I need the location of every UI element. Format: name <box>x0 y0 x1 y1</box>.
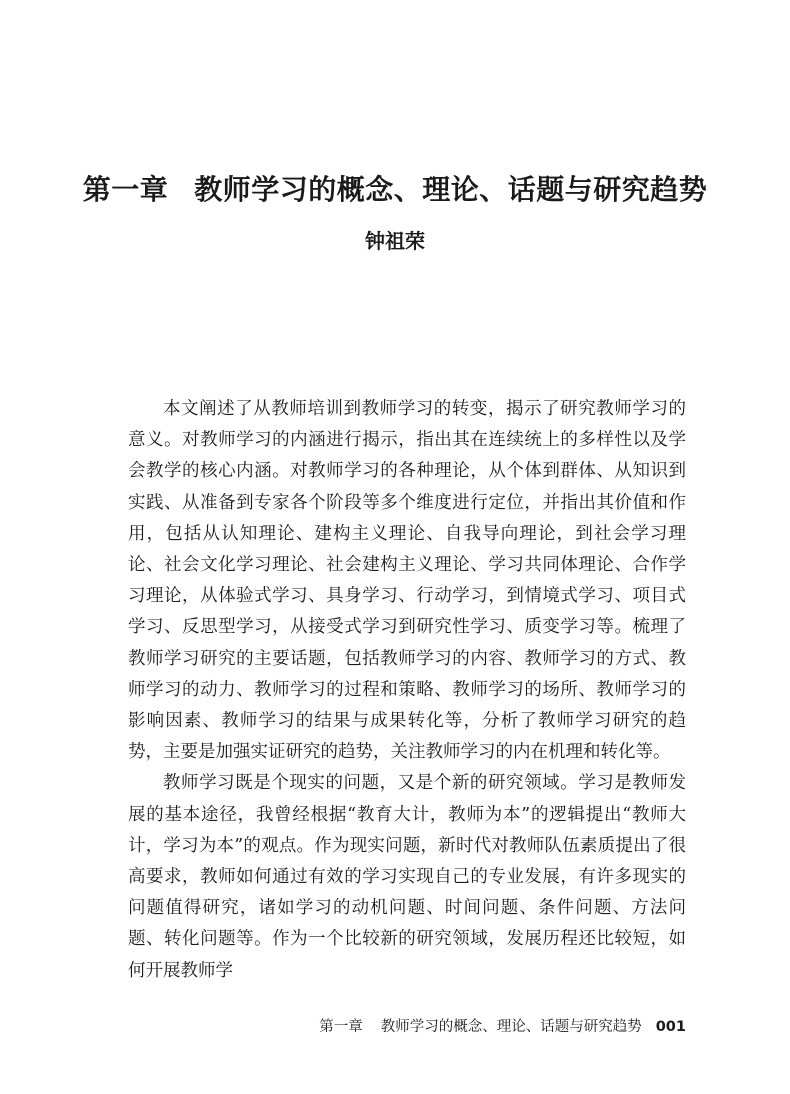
page-number: 001 <box>655 1019 686 1035</box>
body-text <box>128 394 686 987</box>
author-name: 钟祖荣 <box>365 229 425 253</box>
footer-chapter-label: 第一章 <box>319 1019 363 1035</box>
chapter-label: 第一章 <box>82 173 169 206</box>
running-footer <box>319 1016 686 1038</box>
chapter-title <box>0 166 790 214</box>
paragraph: 教师学习既是个现实的问题，又是个新的研究领域。学习是教师发展的基本途径，我曾经根据“教育大计，教师为本”的逻辑提出“教师大计，学习为本”的观点。作为现实问题，新时代对教师队伍素质提出了很高要求，教师如何通过有效的学习实现自己的专业发展，有许多现实的问题值得研究，诸如学习的动机问题、时间问题、条件问题、方法问题、转化问题等。作为一个比较新的研究领域，发展历程还比较短，如何开展教师学 <box>128 773 686 981</box>
chapter-title-text: 教师学习的概念、理论、话题与研究趋势 <box>194 173 708 206</box>
paragraph: 本文阐述了从教师培训到教师学习的转变，揭示了研究教师学习的意义。对教师学习的内涵进行揭示，指出其在连续统上的多样性以及学会教学的核心内涵。对教师学习的各种理论，从个体到群体、从知识到实践、从准备到专家各个阶段等多个维度进行定位，并指出其价值和作用，包括从认知理论、建构主义理论、自我导向理论，到社会学习理论、社会文化学习理论、社会建构主义理论、学习共同体理论、合作学习理论，从体验式学习、具身学习、行动学习，到情境式学习、项目式学习、反思型学习，从接受式学习到研究性学习、质变学习等。梳理了教师学习研究的主要话题，包括教师学习的内容、教师学习的方式、教师学习的动力、教师学习的过程和策略、教师学习的场所、教师学习的影响因素、教师学习的结果与成果转化等，分析了教师学习研究的趋势，主要是加强实证研究的趋势，关注教师学习的内在机理和转化等。 <box>128 399 686 763</box>
footer-chapter-title: 教师学习的概念、理论、话题与研究趋势 <box>380 1019 642 1035</box>
